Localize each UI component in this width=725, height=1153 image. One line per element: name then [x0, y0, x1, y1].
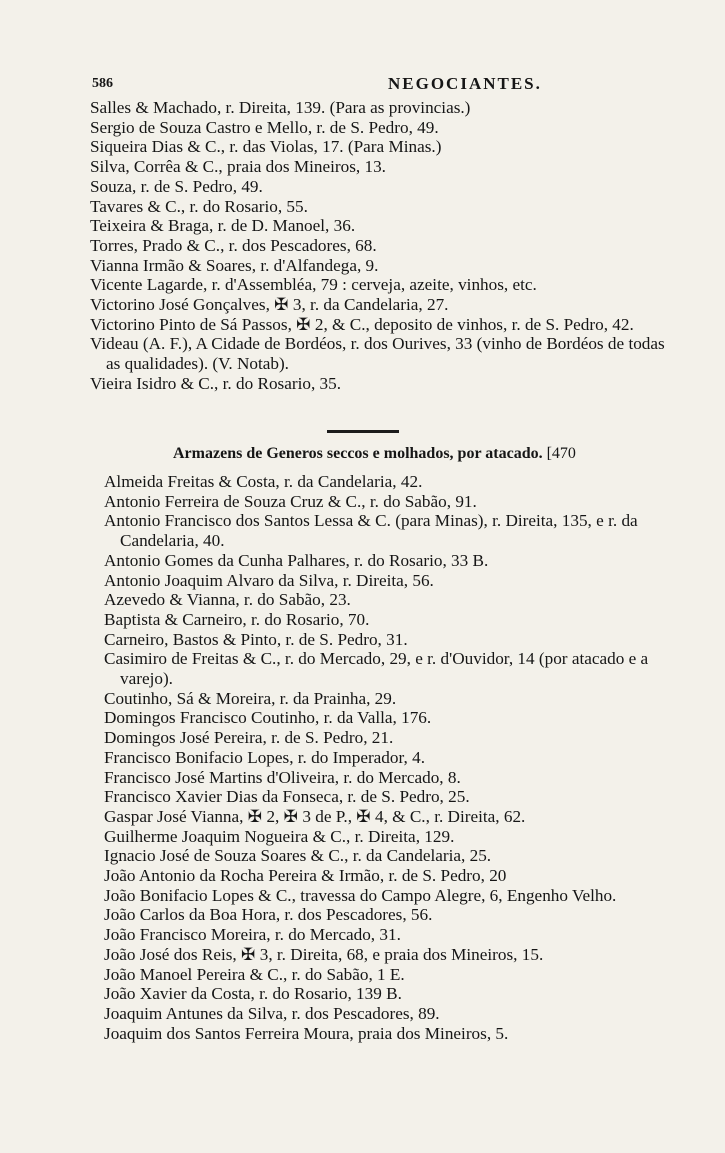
section-heading [173, 445, 673, 463]
section-divider [327, 430, 399, 433]
warehouse-list [104, 472, 684, 1043]
list-entry: Vianna Irmão & Soares, r. d'Alfandega, 9. [90, 255, 379, 275]
list-entry: Domingos José Pereira, r. de S. Pedro, 21. [104, 728, 394, 748]
list-entry: Antonio Gomes da Cunha Palhares, r. do Rosario, 33 B. [104, 550, 489, 570]
list-entry: Joaquim Antunes da Silva, r. dos Pescadores, 89. [104, 1003, 440, 1023]
list-entry: Torres, Prado & C., r. dos Pescadores, 68. [90, 235, 377, 255]
list-entry: João Francisco Moreira, r. do Mercado, 31. [104, 925, 401, 945]
list-entry: Vicente Lagarde, r. d'Assembléa, 79 : cerveja, azeite, vinhos, etc. [90, 275, 537, 295]
list-entry: Antonio Ferreira de Souza Cruz & C., r. do Sabão, 91. [104, 491, 477, 511]
list-entry: João Bonifacio Lopes & C., travessa do Campo Alegre, 6, Engenho Velho. [104, 885, 617, 905]
list-entry: Carneiro, Bastos & Pinto, r. de S. Pedro, 31. [104, 629, 408, 649]
list-entry: Azevedo & Vianna, r. do Sabão, 23. [104, 590, 351, 610]
list-entry: Ignacio José de Souza Soares & C., r. da Candelaria, 25. [104, 846, 492, 866]
list-entry: Coutinho, Sá & Moreira, r. da Prainha, 29. [104, 688, 397, 708]
list-entry: Teixeira & Braga, r. de D. Manoel, 36. [90, 216, 356, 236]
list-entry: Francisco Bonifacio Lopes, r. do Imperador, 4. [104, 747, 426, 767]
list-entry: Antonio Joaquim Alvaro da Silva, r. Direita, 56. [104, 570, 434, 590]
list-entry: João Manoel Pereira & C., r. do Sabão, 1 E. [104, 964, 405, 984]
list-entry: Silva, Corrêa & C., praia dos Mineiros, 13. [90, 157, 386, 177]
list-entry: Casimiro de Freitas & C., r. do Mercado, 29, e r. d'Ouvidor, 14 (por atacado e a varejo). [104, 649, 649, 689]
list-entry: Francisco Xavier Dias da Fonseca, r. de S. Pedro, 25. [104, 787, 470, 807]
list-entry: Gaspar José Vianna, ✠ 2, ✠ 3 de P., ✠ 4, & C., r. Direita, 62. [104, 806, 526, 826]
list-entry: Joaquim dos Santos Ferreira Moura, praia dos Mineiros, 5. [104, 1023, 509, 1043]
list-entry: João Xavier da Costa, r. do Rosario, 139 B. [104, 984, 402, 1004]
list-entry: Guilherme Joaquim Nogueira & C., r. Direita, 129. [104, 826, 455, 846]
page-number: 586 [92, 76, 113, 91]
merchant-list [90, 98, 680, 394]
list-entry: João Antonio da Rocha Pereira & Irmão, r. de S. Pedro, 20 [104, 866, 507, 886]
list-entry: João Carlos da Boa Hora, r. dos Pescadores, 56. [104, 905, 433, 925]
list-entry: Victorino Pinto de Sá Passos, ✠ 2, & C., deposito de vinhos, r. de S. Pedro, 42. [90, 314, 634, 334]
list-entry: Almeida Freitas & Costa, r. da Candelaria, 42. [104, 472, 423, 491]
section-heading-text: Armazens de Generos seccos e molhados, por atacado. [173, 445, 543, 462]
list-entry: Victorino José Gonçalves, ✠ 3, r. da Candelaria, 27. [90, 295, 449, 315]
list-entry: Tavares & C., r. do Rosario, 55. [90, 196, 308, 216]
list-entry: Baptista & Carneiro, r. do Rosario, 70. [104, 609, 370, 629]
list-entry: Domingos Francisco Coutinho, r. da Valla, 176. [104, 708, 432, 728]
list-entry: Antonio Francisco dos Santos Lessa & C. (para Minas), r. Direita, 135, e r. da Candelaria, 40. [104, 511, 638, 551]
list-entry: Sergio de Souza Castro e Mello, r. de S. Pedro, 49. [90, 117, 439, 137]
list-entry: Siqueira Dias & C., r. das Violas, 17. (Para Minas.) [90, 137, 442, 157]
list-entry: Salles & Machado, r. Direita, 139. (Para as provincias.) [90, 98, 471, 117]
list-entry: Vieira Isidro & C., r. do Rosario, 35. [90, 373, 342, 393]
list-entry: Francisco José Martins d'Oliveira, r. do Mercado, 8. [104, 767, 461, 787]
running-head: NEGOCIANTES. [388, 74, 542, 93]
list-entry: Videau (A. F.), A Cidade de Bordéos, r. dos Ourives, 33 (vinho de Bordéos de todas as qualidades). (V. Notab). [90, 334, 665, 374]
page-header [88, 74, 668, 96]
list-entry: João José dos Reis, ✠ 3, r. Direita, 68, e praia dos Mineiros, 15. [104, 944, 544, 964]
section-heading-count: [470 [546, 445, 576, 462]
list-entry: Souza, r. de S. Pedro, 49. [90, 176, 263, 196]
